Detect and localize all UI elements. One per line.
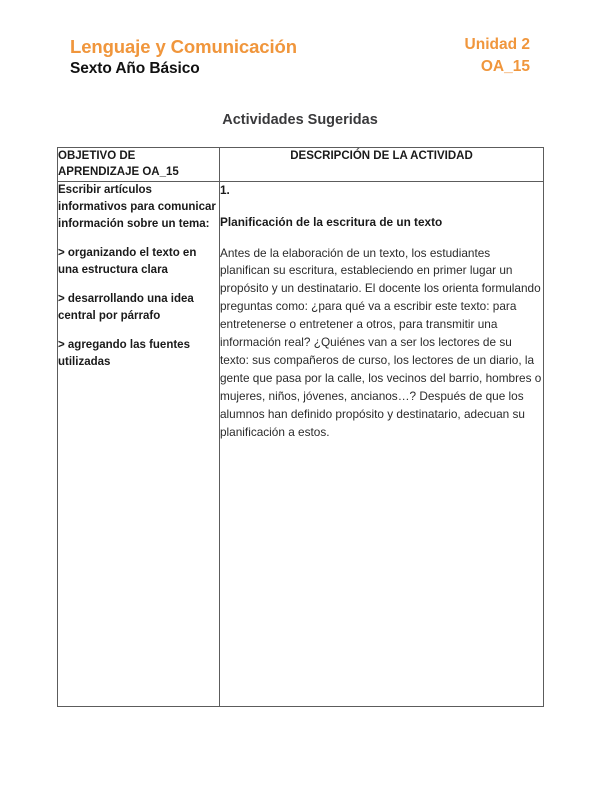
- oa-code-label: OA_15: [480, 57, 530, 75]
- objective-bullet-3: > agregando las fuentes utilizadas: [58, 338, 190, 368]
- activity-heading: Planificación de la escritura de un texto: [220, 214, 443, 229]
- column-header-objective: [58, 148, 220, 182]
- column-header-description: DESCRIPCIÓN DE LA ACTIVIDAD: [220, 148, 544, 182]
- activity-number: 1.: [220, 182, 230, 197]
- grade-level: Sexto Año Básico: [70, 59, 200, 77]
- objective-cell: [58, 181, 220, 706]
- activities-table: [57, 147, 544, 707]
- activity-body-text: Antes de la elaboración de un texto, los estudiantes planifican su escritura, estableciendo en primer lugar un propósito y un destinatario. El docente los orienta formulando preguntas como: ¿para qué va a escribir este texto: para entretenerse o entretener a otros, para transmitir una información real? ¿Quiénes van a ser los lectores de su texto: sus compañeros de curso, los lectores de un diario, la gente que pasa por la calle, los vecinos del barrio, hombres o mujeres, niños, jóvenes, ancianos…? Después de que los alumnos han definido propósito y destinatario, adecuan su planificación a estos.: [220, 245, 542, 439]
- header-left-block: [70, 36, 297, 78]
- header-right-block: [465, 36, 530, 77]
- objective-bullet-2: > desarrollando una idea central por párrafo: [58, 292, 194, 322]
- subject-title: Lenguaje y Comunicación: [70, 36, 297, 57]
- page-title: Actividades Sugeridas: [222, 112, 378, 128]
- objective-intro: Escribir artículos informativos para comunicar información sobre un tema:: [58, 183, 216, 230]
- table-row: [58, 181, 544, 706]
- page-header: [0, 0, 600, 100]
- column-header-objective-line1: OBJETIVO DE: [58, 150, 136, 162]
- table-header-row: [58, 148, 544, 182]
- description-cell: [220, 181, 544, 706]
- column-header-objective-line2: APRENDIZAJE OA_15: [58, 166, 179, 179]
- objective-bullet-1: > organizando el texto en una estructura clara: [58, 246, 197, 276]
- unit-label: Unidad 2: [464, 36, 530, 53]
